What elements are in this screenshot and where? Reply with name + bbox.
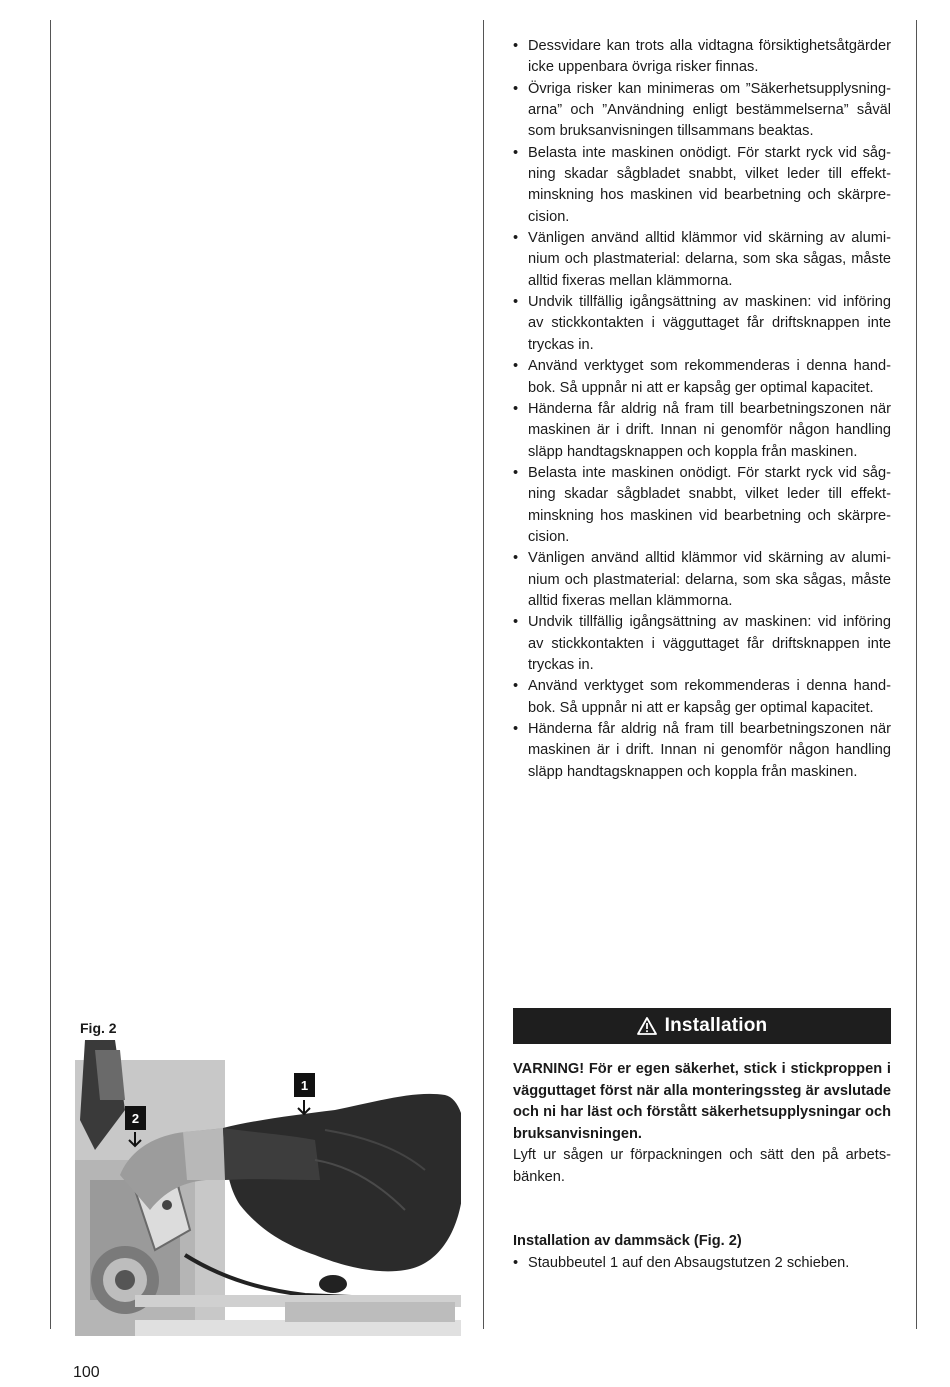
list-item: • Använd verktyget som rekommenderas i denna handbok. Så uppnår ni att er kapsåg ger optimal kapacitet. <box>513 356 891 399</box>
page-number: 100 <box>73 1364 100 1381</box>
list-item: • Belasta inte maskinen onödigt. För starkt ryck vid sågning skadar sågbladet snabbt, vilket leder till effektminskning hos maskinen vid bearbetning och skärprecision. <box>513 143 891 228</box>
warning-triangle-icon <box>637 1017 657 1035</box>
callout-1-badge: 1 <box>294 1073 315 1097</box>
dust-bag-list <box>513 1253 891 1274</box>
list-item: • Vänligen använd alltid klämmor vid skärning av aluminium och plastmaterial: delarna, som ska sågas, måste alltid fixeras mellan klämmorna. <box>513 548 891 612</box>
list-item: • Undvik tillfällig igångsättning av maskinen: vid införing av stickkontakten i vägguttaget får driftsknappen inte tryckas in. <box>513 612 891 676</box>
callout-2-badge: 2 <box>125 1106 146 1130</box>
center-column-rule <box>483 20 484 1329</box>
safety-bullet-list <box>513 36 891 783</box>
dust-bag-section <box>513 1231 891 1274</box>
list-item: • Undvik tillfällig igångsättning av maskinen: vid införing av stickkontakten i vägguttaget får driftsknappen inte tryckas in. <box>513 292 891 356</box>
instruction-text: Lyft ur sågen ur förpackningen och sätt den på arbetsbänken. <box>513 1147 891 1185</box>
list-item: • Vänligen använd alltid klämmor vid skärning av aluminium och plastmaterial: delarna, som ska sågas, måste alltid fixeras mellan klämmorna. <box>513 228 891 292</box>
list-item: • Staubbeutel 1 auf den Absaugstutzen 2 schieben. <box>513 1253 891 1274</box>
dust-bag-heading: Installation av dammsäck (Fig. 2) <box>513 1233 742 1249</box>
warning-paragraph <box>513 1059 891 1188</box>
list-item: • Händerna får aldrig nå fram till bearbetningszonen när maskinen är i drift. Innan ni genomför någon handling släpp handtagsknappen och koppla från maskinen. <box>513 719 891 783</box>
left-margin-rule <box>50 20 51 1329</box>
right-margin-rule <box>916 20 917 1329</box>
figure-label: Fig. 2 <box>80 1020 117 1036</box>
list-item: • Dessvidare kan trots alla vidtagna försiktighetsåtgärder icke uppenbara övriga risker finnas. <box>513 36 891 79</box>
warning-text: VARNING! För er egen säkerhet, stick i stickproppen i vägguttaget först när alla monteringssteg är avslutade och ni har läst och förstått säkerhetsupplysningar och bruksanvisningen. <box>513 1061 891 1142</box>
bullet-list <box>513 36 891 783</box>
dust-bag-illustration <box>75 1040 461 1336</box>
list-item: • Belasta inte maskinen onödigt. För starkt ryck vid sågning skadar sågbladet snabbt, vilket leder till effektminskning hos maskinen vid bearbetning och skärprecision. <box>513 463 891 548</box>
section-title: Installation <box>664 1015 768 1036</box>
list-item: • Händerna får aldrig nå fram till bearbetningszonen när maskinen är i drift. Innan ni genomför någon handling släpp handtagsknappen och koppla från maskinen. <box>513 399 891 463</box>
installation-section-header <box>513 1008 891 1044</box>
list-item: • Använd verktyget som rekommenderas i denna handbok. Så uppnår ni att er kapsåg ger optimal kapacitet. <box>513 676 891 719</box>
figure-2-photo <box>75 1040 461 1336</box>
list-item: • Övriga risker kan minimeras om ”Säkerhetsupplysningarna” och ”Användning enligt bestämmelserna” såväl som bruksanvisningen tillsammans beaktas. <box>513 79 891 143</box>
